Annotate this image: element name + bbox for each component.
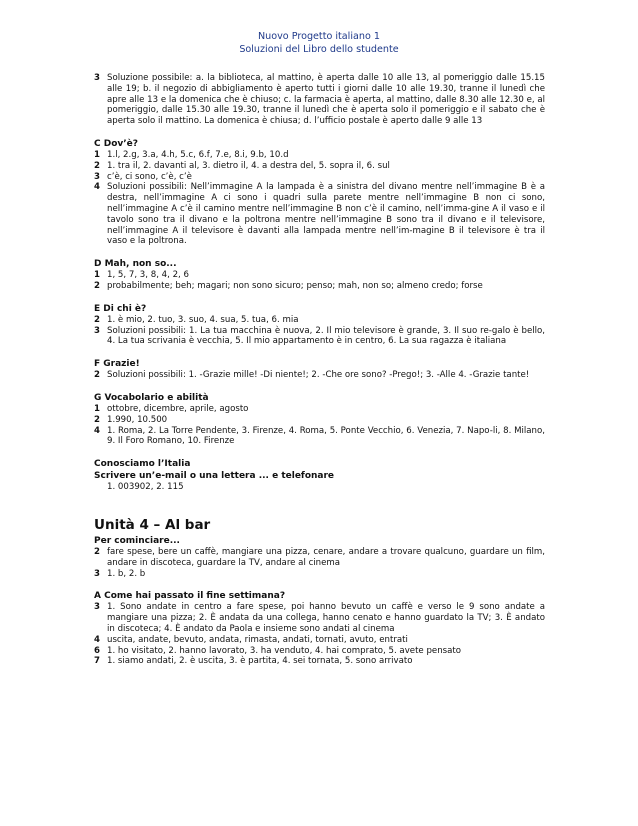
section-title: F Grazie! <box>94 359 140 370</box>
item-text: ottobre, dicembre, aprile, agosto <box>107 403 249 414</box>
list-item <box>94 326 545 348</box>
item-number: 3 <box>94 325 100 336</box>
item-number: 2 <box>94 314 100 325</box>
item-number: 2 <box>94 414 100 425</box>
header-title: Nuovo Progetto italiano 1 <box>258 31 380 42</box>
header-subtitle: Soluzioni del Libro dello studente <box>239 44 399 55</box>
section-a <box>94 590 545 667</box>
list-item <box>94 370 545 381</box>
section-g <box>94 392 545 447</box>
list-item <box>94 182 545 247</box>
item-text: c’è, ci sono, c’è, c’è <box>107 171 192 182</box>
list-item <box>94 635 545 646</box>
item-number: 3 <box>94 171 100 182</box>
item-number: 7 <box>94 656 100 667</box>
list-item <box>94 415 545 426</box>
item-text: 1. Sono andate in centro a fare spese, poi hanno bevuto un caffè e verso le 9 sono andate a mangiare una pizza; 2. È andata da una collega, hanno cenato e hanno guardato la TV; 3. È andato in discoteca; 4. È andato da Paola e insieme sono andati al cinema <box>107 602 545 634</box>
item-text: 1. è mio, 2. tuo, 3. suo, 4. sua, 5. tua, 6. mia <box>107 314 299 325</box>
document-body <box>94 73 545 678</box>
section-title: E Di chi è? <box>94 303 147 314</box>
list-item <box>94 281 545 292</box>
item-number: 3 <box>94 602 100 613</box>
item-text: 1.l, 2.g, 3.a, 4.h, 5.c, 6.f, 7.e, 8.i, 9.b, 10.d <box>107 149 289 160</box>
list-item <box>94 569 545 580</box>
item-text: fare spese, bere un caffè, mangiare una pizza, cenare, andare a trovare qualcuno, guardare un film, andare in discoteca, guardare la TV, andare al cinema <box>107 546 545 568</box>
list-item <box>94 602 545 634</box>
item-number: 1 <box>94 149 100 160</box>
item-number: 3 <box>94 568 100 579</box>
section-title: A Come hai passato il fine settimana? <box>94 591 286 602</box>
item-text: Soluzioni possibili: Nell’immagine A la lampada è a sinistra del divano mentre nell’immagine B è a destra, nell’immagine A ci sono i quadri sulla parete mentre nell’immagine B non ci sono, nell’immagine A c’è il camino mentre nell’immagine B non c’è il camino, nell’imma-gine A il vaso e il tavolo sono tra il divano e la poltrona mentre nell’immagine B sono tra il divano e il televisore, nell’immagine A il televisore è davanti alla lampada mentre nell’im-magine B il televisore è tra il vaso e la poltrona. <box>107 182 545 247</box>
item-text: 1. b, 2. b <box>107 568 146 579</box>
item-text: Soluzioni possibili: 1. La tua macchina è nuova, 2. Il mio televisore è grande, 3. Il suo re-galo è bello, 4. La tua scrivania è vecchia, 5. Il mio appartamento è in centro, 6. La sua ragazza è italiana <box>107 325 545 347</box>
section-title: Conosciamo l’Italia <box>94 459 191 470</box>
list-item <box>94 150 545 161</box>
item-text: Soluzione possibile: a. la biblioteca, al mattino, è aperta dalle 10 alle 13, al pomeriggio dalle 15.15 alle 19; b. il negozio di abbigliamento è aperto tutti i giorni dalle 10 alle 19.30, tranne il lunedì che apre alle 13 e la domenica che è chiuso; c. la farmacia è aperta, al mattino, dalle 8.30 alle 12.30 e, al pomeriggio, dalle 15.30 alle 19.30, tranne il lunedì che è aperta solo il pomeriggio e il sabato che è aperta solo il mattino. La domenica è chiusa; d. l’ufficio postale è aperto dalle 9 alle 13 <box>107 73 545 127</box>
list-item <box>94 161 545 172</box>
item-number: 2 <box>94 280 100 291</box>
item-text: 1. siamo andati, 2. è uscita, 3. è partita, 4. sei tornata, 5. sono arrivato <box>107 656 413 667</box>
item-text: 1. ho visitato, 2. hanno lavorato, 3. ha venduto, 4. hai comprato, 5. avete pensato <box>107 645 462 656</box>
item-text: 1, 5, 7, 3, 8, 4, 2, 6 <box>107 270 189 281</box>
section-conosciamo-italia <box>94 458 545 493</box>
list-item <box>94 270 545 281</box>
item-number: 4 <box>94 425 100 436</box>
item-number: 1 <box>94 270 100 281</box>
item-text: 1.990, 10.500 <box>107 414 168 425</box>
item-number: 4 <box>94 182 100 193</box>
list-item <box>94 73 545 127</box>
section-title: C Dov’è? <box>94 138 139 149</box>
item-text: 1. Roma, 2. La Torre Pendente, 3. Firenze, 4. Roma, 5. Ponte Vecchio, 6. Venezia, 7. Napo-li, 8. Milano, 9. Il Foro Romano, 10. Firenze <box>107 425 545 447</box>
section-title: G Vocabolario e abilità <box>94 392 209 403</box>
list-item <box>94 172 545 183</box>
item-text: 1. tra il, 2. davanti al, 3. dietro il, 4. a destra del, 5. sopra il, 6. sul <box>107 160 390 171</box>
list-item <box>94 646 545 657</box>
item-text: 1. 003902, 2. 115 <box>107 482 184 493</box>
item-number: 3 <box>94 73 100 83</box>
section-b <box>94 73 545 127</box>
item-number: 1 <box>94 403 100 414</box>
section-title: D Mah, non so... <box>94 259 177 270</box>
section-per-cominciare <box>94 535 545 579</box>
section-c <box>94 138 545 247</box>
section-subtitle: Scrivere un’e-mail o una lettera ... e telefonare <box>94 471 335 482</box>
list-item <box>94 547 545 569</box>
item-number: 6 <box>94 645 100 656</box>
item-text: uscita, andate, bevuto, andata, rimasta, andati, tornati, avuto, entrati <box>107 634 408 645</box>
section-d <box>94 258 545 292</box>
page-header <box>0 30 638 56</box>
section-e <box>94 303 545 347</box>
item-text: probabilmente; beh; magari; non sono sicuro; penso; mah, non so; almeno credo; forse <box>107 280 483 291</box>
list-item <box>94 404 545 415</box>
unit-title: Unità 4 – Al bar <box>94 516 211 533</box>
section-title: Per cominciare... <box>94 535 180 546</box>
item-number: 2 <box>94 160 100 171</box>
item-text: Soluzioni possibili: 1. -Grazie mille! -Di niente!; 2. -Che ore sono? -Prego!; 3. -Alle 4. -Grazie tante! <box>107 370 530 381</box>
list-item <box>94 315 545 326</box>
list-item <box>94 426 545 448</box>
list-item <box>94 656 545 667</box>
item-number: 2 <box>94 370 100 381</box>
item-number: 4 <box>94 634 100 645</box>
item-number: 2 <box>94 546 100 557</box>
section-f <box>94 358 545 381</box>
